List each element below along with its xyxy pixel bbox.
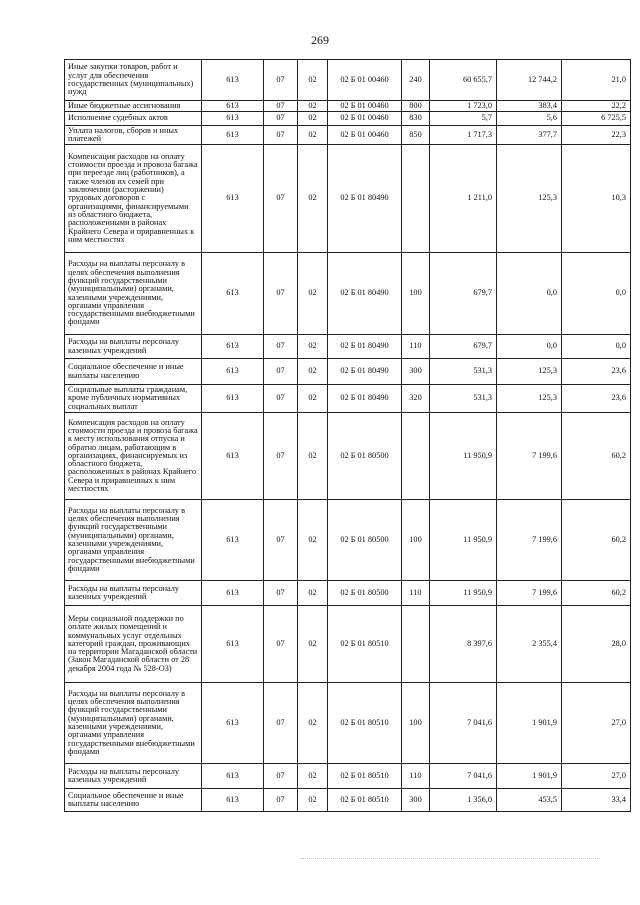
cell-pr: 02 [298,112,328,126]
cell-vr: 300 [402,359,430,385]
cell-plan: 679,7 [430,335,497,359]
cell-name: Меры социальной поддержки по оплате жилых помещений и коммунальных услуг отдельных категорий граждан, проживающих на территории Магаданской области (Закон Магаданской области от 28 декабря 2004 года № 528-ОЗ) [65,606,202,683]
cell-cs: 02 Б 01 80510 [328,764,402,789]
cell-cs: 02 Б 01 00460 [328,112,402,126]
cell-cs: 02 Б 01 80510 [328,606,402,683]
cell-name: Расходы на выплаты персоналу казенных учреждений [65,764,202,789]
cell-fact: 383,4 [497,101,562,112]
cell-pct: 22,3 [562,126,631,145]
cell-pr: 02 [298,413,328,500]
cell-name: Расходы на выплаты персоналу казенных учреждений [65,335,202,359]
cell-cs: 02 Б 01 00460 [328,101,402,112]
table-row [65,683,631,764]
cell-cs: 02 Б 01 80510 [328,789,402,812]
cell-name: Социальное обеспечение и иные выплаты населению [65,789,202,812]
cell-rz: 07 [264,606,298,683]
cell-rz: 07 [264,764,298,789]
cell-fact: 0,0 [497,253,562,335]
table-row [65,60,631,101]
table-row [65,789,631,812]
cell-cs: 02 Б 01 80490 [328,385,402,413]
cell-pct: 33,4 [562,789,631,812]
cell-vr: 850 [402,126,430,145]
cell-ved: 613 [202,145,264,253]
cell-plan: 1 356,0 [430,789,497,812]
cell-vr: 110 [402,581,430,606]
cell-fact: 12 744,2 [497,60,562,101]
cell-cs: 02 Б 01 80490 [328,145,402,253]
cell-rz: 07 [264,789,298,812]
cell-plan: 7 041,6 [430,764,497,789]
table-row [65,335,631,359]
cell-vr: 100 [402,683,430,764]
cell-vr: 320 [402,385,430,413]
cell-rz: 07 [264,60,298,101]
cell-pct: 60,2 [562,581,631,606]
cell-cs: 02 Б 01 00460 [328,60,402,101]
cell-pct: 21,0 [562,60,631,101]
cell-rz: 07 [264,413,298,500]
cell-cs: 02 Б 01 00460 [328,126,402,145]
cell-rz: 07 [264,101,298,112]
cell-name: Исполнение судебных актов [65,112,202,126]
cell-vr [402,145,430,253]
table-row [65,385,631,413]
cell-rz: 07 [264,359,298,385]
cell-pct: 60,2 [562,500,631,581]
cell-pct: 23,6 [562,359,631,385]
cell-cs: 02 Б 01 80490 [328,359,402,385]
cell-pct: 0,0 [562,253,631,335]
cell-ved: 613 [202,101,264,112]
cell-name: Иные закупки товаров, работ и услуг для обеспечения государственных (муниципальных) нужд [65,60,202,101]
cell-name: Компенсация расходов на оплату стоимости проезда и провоза багажа к месту использования отпуска и обратно лицам, работающим в организациях, финансируемых из областного бюджета, расположенных в районах Крайнего Севера и приравненных к ним местностях [65,413,202,500]
cell-rz: 07 [264,385,298,413]
cell-pr: 02 [298,581,328,606]
cell-rz: 07 [264,683,298,764]
table-row [65,500,631,581]
cell-ved: 613 [202,683,264,764]
table-row [65,359,631,385]
cell-cs: 02 Б 01 80500 [328,413,402,500]
cell-ved: 613 [202,789,264,812]
cell-fact: 125,3 [497,385,562,413]
cell-vr: 830 [402,112,430,126]
cell-vr: 110 [402,764,430,789]
cell-ved: 613 [202,385,264,413]
cell-pr: 02 [298,606,328,683]
cell-rz: 07 [264,112,298,126]
cell-fact: 7 199,6 [497,581,562,606]
cell-ved: 613 [202,335,264,359]
table-row [65,413,631,500]
table-row [65,112,631,126]
cell-fact: 453,5 [497,789,562,812]
cell-ved: 613 [202,413,264,500]
cell-plan: 7 041,6 [430,683,497,764]
cell-name: Социальное обеспечение и иные выплаты населению [65,359,202,385]
cell-rz: 07 [264,253,298,335]
cell-vr: 110 [402,335,430,359]
page-number: 269 [311,33,329,47]
cell-plan: 5,7 [430,112,497,126]
cell-ved: 613 [202,253,264,335]
cell-ved: 613 [202,112,264,126]
cell-ved: 613 [202,126,264,145]
cell-cs: 02 Б 01 80500 [328,581,402,606]
table-row [65,145,631,253]
cell-pr: 02 [298,683,328,764]
budget-table [64,59,631,812]
cell-pr: 02 [298,335,328,359]
cell-fact: 2 355,4 [497,606,562,683]
table-row [65,606,631,683]
cell-pr: 02 [298,126,328,145]
cell-pr: 02 [298,359,328,385]
cell-plan: 679,7 [430,253,497,335]
cell-pr: 02 [298,253,328,335]
table-row [65,101,631,112]
cell-vr: 240 [402,60,430,101]
cell-name: Расходы на выплаты персоналу в целях обеспечения выполнения функций государственными (муниципальными) органами, казенными учреждениями, органами управления государственными внебюджетными фондами [65,253,202,335]
cell-ved: 613 [202,606,264,683]
cell-rz: 07 [264,500,298,581]
table-row [65,581,631,606]
cell-ved: 613 [202,500,264,581]
cell-rz: 07 [264,335,298,359]
cell-pct: 28,0 [562,606,631,683]
cell-cs: 02 Б 01 80500 [328,500,402,581]
cell-plan: 1 723,0 [430,101,497,112]
cell-pct: 6 725,5 [562,112,631,126]
cell-pr: 02 [298,145,328,253]
cell-plan: 60 655,7 [430,60,497,101]
cell-ved: 613 [202,764,264,789]
cell-vr: 300 [402,789,430,812]
cell-fact: 1 901,9 [497,683,562,764]
cell-pr: 02 [298,500,328,581]
cell-fact: 125,3 [497,359,562,385]
cell-pct: 0,0 [562,335,631,359]
cell-pr: 02 [298,789,328,812]
cell-plan: 531,3 [430,385,497,413]
cell-cs: 02 Б 01 80510 [328,683,402,764]
cell-pr: 02 [298,385,328,413]
table-row [65,764,631,789]
cell-name: Компенсация расходов на оплату стоимости проезда и провоза багажа при переезде лиц (работников), а также членов их семей при заключении (расторжении) трудовых договоров с организациями, финансируемыми из областного бюджета, расположенными в районах Крайнего Севера и приравненных к ним местностях [65,145,202,253]
cell-plan: 1 211,0 [430,145,497,253]
cell-pr: 02 [298,60,328,101]
cell-plan: 531,3 [430,359,497,385]
cell-cs: 02 Б 01 80490 [328,335,402,359]
cell-name: Иные бюджетные ассигнования [65,101,202,112]
cell-ved: 613 [202,60,264,101]
table-body [65,60,631,812]
cell-fact: 5,6 [497,112,562,126]
cell-pr: 02 [298,764,328,789]
cell-rz: 07 [264,581,298,606]
cell-fact: 0,0 [497,335,562,359]
table-row [65,126,631,145]
cell-fact: 377,7 [497,126,562,145]
cell-fact: 125,3 [497,145,562,253]
cell-ved: 613 [202,581,264,606]
cell-plan: 11 950,9 [430,581,497,606]
cell-name: Расходы на выплаты персоналу в целях обеспечения выполнения функций государственными (муниципальными) органами, казенными учреждениями, органами управления государственными внебюджетными фондами [65,500,202,581]
cell-vr [402,606,430,683]
cell-name: Уплата налогов, сборов и иных платежей [65,126,202,145]
cell-vr: 800 [402,101,430,112]
cell-vr [402,413,430,500]
cell-rz: 07 [264,126,298,145]
cell-name: Расходы на выплаты персоналу в целях обеспечения выполнения функций государственными (муниципальными) органами, казенными учреждениями, органами управления государственными внебюджетными фондами [65,683,202,764]
cell-name: Расходы на выплаты персоналу казенных учреждений [65,581,202,606]
cell-cs: 02 Б 01 80490 [328,253,402,335]
cell-ved: 613 [202,359,264,385]
cell-plan: 11 950,9 [430,413,497,500]
cell-name: Социальные выплаты гражданам, кроме публичных нормативных социальных выплат [65,385,202,413]
table-row [65,253,631,335]
cell-plan: 8 397,6 [430,606,497,683]
footer-dotted-line [300,858,600,860]
cell-plan: 11 950,9 [430,500,497,581]
cell-pct: 60,2 [562,413,631,500]
cell-pct: 27,0 [562,683,631,764]
cell-plan: 1 717,3 [430,126,497,145]
cell-pct: 22,2 [562,101,631,112]
cell-vr: 100 [402,500,430,581]
cell-pct: 23,6 [562,385,631,413]
cell-fact: 7 199,6 [497,500,562,581]
cell-fact: 1 901,9 [497,764,562,789]
cell-vr: 100 [402,253,430,335]
cell-fact: 7 199,6 [497,413,562,500]
cell-pr: 02 [298,101,328,112]
cell-rz: 07 [264,145,298,253]
cell-pct: 27,0 [562,764,631,789]
cell-pct: 10,3 [562,145,631,253]
